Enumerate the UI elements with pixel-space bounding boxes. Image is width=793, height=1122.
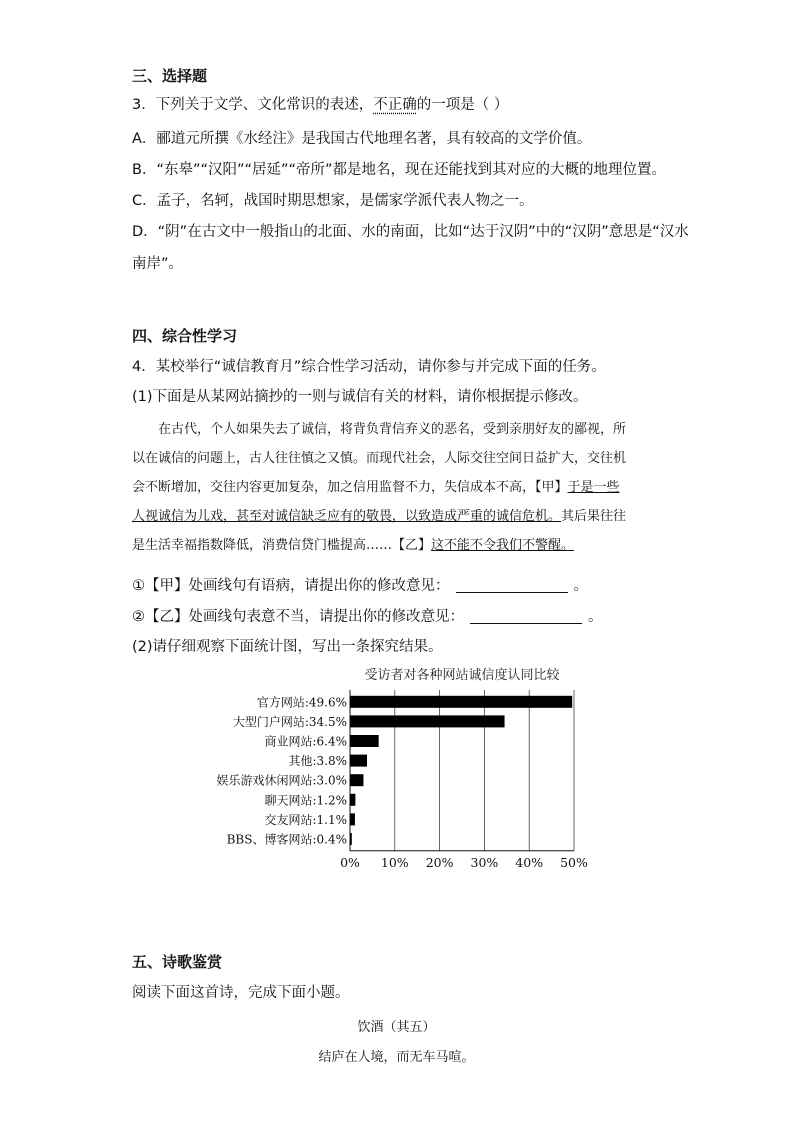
- question-b-text: ②【乙】处画线句表意不当，请提出你的修改意见：: [132, 609, 464, 625]
- bar-chart: [212, 662, 602, 872]
- x-tick-label: 30%: [470, 854, 499, 870]
- bar: [350, 696, 572, 708]
- q3-emphasis: 不正确: [373, 97, 417, 113]
- option-d-line2: 南岸”。: [132, 256, 184, 272]
- category-label: 商业网站:6.4%: [264, 734, 347, 749]
- bar: [350, 833, 352, 845]
- q3-text-post: 的一项是（ ）: [416, 97, 509, 113]
- passage-text: 会不断增加，交往内容更加复杂，加之信用监督不力，失信成本不高，: [132, 480, 536, 495]
- passage-text: 是生活幸福指数降低，消费信贷门槛提高……: [132, 538, 393, 553]
- question-4: 4．某校举行“诚信教育月”综合性学习活动，请你参与并完成下面的任务。: [132, 359, 606, 375]
- x-tick-label: 50%: [560, 854, 588, 870]
- passage-line: 以在诚信的问题上，古人往往慎之又慎。而现代社会，人际交往空间日益扩大，交往机: [132, 451, 627, 466]
- category-label: BBS、博客网站:0.4%: [226, 832, 347, 847]
- x-tick-label: 20%: [425, 854, 454, 870]
- question-a-text: ①【甲】处画线句有语病，请提出你的修改意见：: [132, 578, 450, 594]
- sub-question-1: (1)下面是从某网站摘抄的一则与诚信有关的材料，请你根据提示修改。: [132, 389, 588, 405]
- poem-line: 结庐在人境，而无车马喧。: [318, 1050, 475, 1065]
- q3-text-pre: 3．下列关于文学、文化常识的表述，: [132, 97, 374, 113]
- option-a: A．郦道元所撰《水经注》是我国古代地理名著，具有较高的文学价值。: [132, 131, 592, 147]
- bar: [350, 755, 367, 767]
- passage-text: 其后果往往: [561, 509, 627, 524]
- passage-line: 在古代，个人如果失去了诚信，将背负背信弃义的恶名，受到亲朋好友的鄙视，所: [158, 422, 627, 437]
- section5-intro: 阅读下面这首诗，完成下面小题。: [132, 985, 350, 1001]
- option-c: C．孟子，名轲，战国时期思想家，是儒家学派代表人物之一。: [132, 193, 534, 209]
- section5-heading: 五、诗歌鉴赏: [132, 953, 223, 971]
- category-label: 娱乐游戏休闲网站:3.0%: [216, 773, 347, 788]
- bar: [350, 735, 379, 747]
- section4-heading: 四、综合性学习: [132, 327, 238, 345]
- option-b: B．“东皋”“汉阳”“居延”“帝所”都是地名，现在还能找到其对应的大概的地理位置。: [132, 162, 667, 178]
- mark-jia: 【甲】: [535, 480, 568, 495]
- question-a: [132, 576, 588, 596]
- answer-blank[interactable]: [470, 609, 582, 624]
- option-d-line1: D．“阴”在古文中一般指山的北面、水的南面，比如“达于汉阴”中的“汉阴”意思是“汉水: [132, 224, 689, 240]
- passage-line: [132, 531, 574, 560]
- category-label: 聊天网站:1.2%: [264, 793, 347, 808]
- passage-line: [132, 502, 626, 531]
- x-tick-label: 10%: [380, 854, 409, 870]
- question-3: [132, 95, 508, 115]
- period: 。: [588, 609, 603, 625]
- underlined-sentence-yi: 这不能不令我们不警醒。: [431, 538, 575, 553]
- x-tick-label: 0%: [340, 854, 360, 870]
- passage-line: [132, 473, 620, 502]
- period: 。: [573, 578, 588, 594]
- section3-heading: 三、选择题: [132, 67, 208, 85]
- sub-question-2: (2)请仔细观察下面统计图，写出一条探究结果。: [132, 639, 443, 655]
- x-tick-label: 40%: [515, 854, 544, 870]
- poem-title: 饮酒（其五）: [357, 1020, 436, 1035]
- bar: [350, 813, 355, 825]
- category-label: 交友网站:1.1%: [264, 812, 347, 827]
- answer-blank[interactable]: [456, 578, 568, 593]
- underlined-sentence-jia-cont: 人视诚信为儿戏，甚至对诚信缺乏应有的敬畏，以致造成严重的诚信危机。: [132, 509, 562, 524]
- bar: [350, 715, 505, 727]
- bar: [350, 794, 355, 806]
- category-label: 官方网站:49.6%: [256, 695, 347, 710]
- chart-title: 受访者对各种网站诚信度认同比较: [364, 668, 560, 683]
- mark-yi: 【乙】: [392, 538, 432, 553]
- category-label: 大型门户网站:34.5%: [232, 714, 347, 729]
- question-b: [132, 607, 603, 627]
- underlined-sentence-jia: 于是一些: [567, 480, 620, 495]
- bar: [350, 774, 363, 786]
- category-label: 其他:3.8%: [288, 754, 347, 769]
